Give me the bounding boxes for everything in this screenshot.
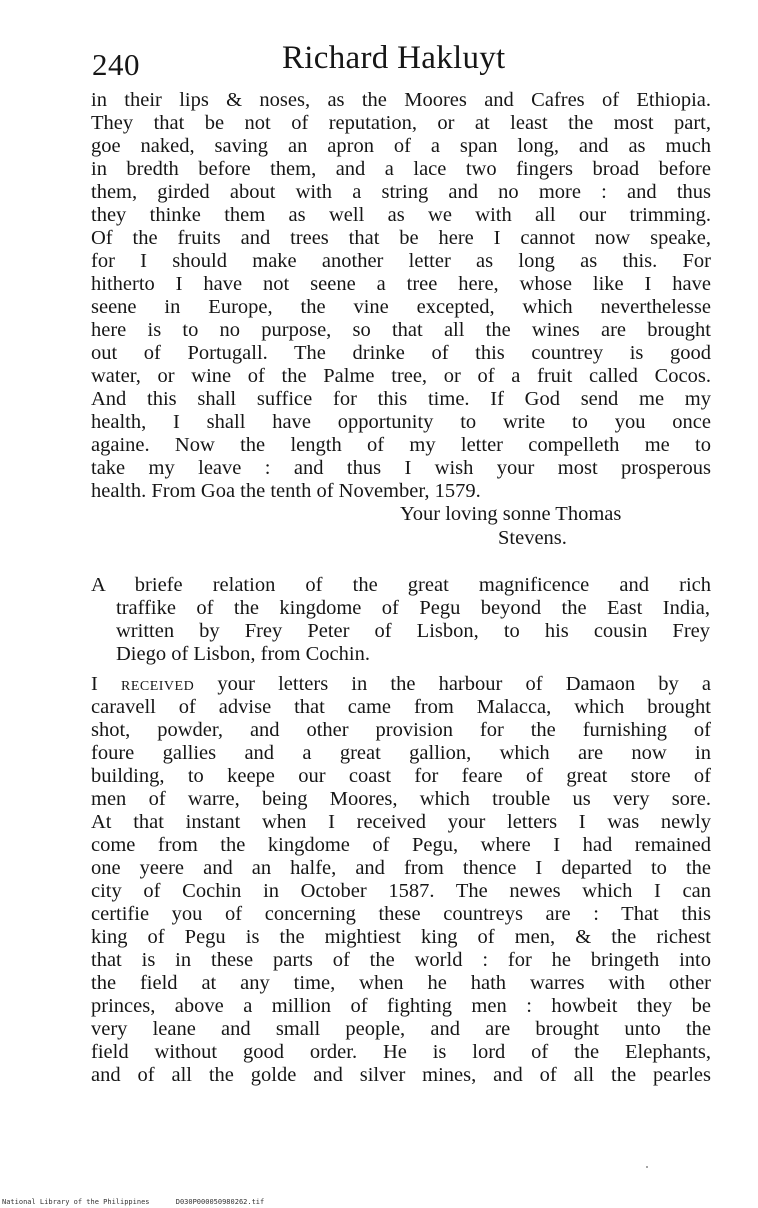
relation-line: king of Pegu is the mightiest king of men, & the richest [91,926,711,948]
letter-line: seene in Europe, the vine excepted, which neverthelesse [91,296,711,318]
relation-line: men of warre, being Moores, which trouble us very sore. [91,788,711,810]
relation-line: certifie you of concerning these countreys are : That this [91,903,711,925]
letter-line: And this shall suffice for this time. If God send me my [91,388,711,410]
letter-line: here is to no purpose, so that all the wines are brought [91,319,711,341]
section-heading-line: A briefe relation of the great magnificence and rich [91,574,711,596]
relation-line: field without good order. He is lord of the Elephants, [91,1041,711,1063]
letter-line: in their lips & noses, as the Moores and Cafres of Ethiopia. [91,89,711,111]
letter-line: goe naked, saving an apron of a span long, and as much [91,135,711,157]
letter-line: take my leave : and thus I wish your most prosperous [91,457,711,479]
scan-footer [2,1198,286,1206]
relation-line: building, to keepe our coast for feare of great store of [91,765,711,787]
smallcaps-word: received [120,673,195,695]
signature-closing: Your loving sonne Thomas [400,503,622,525]
file-id: D030P000050980262.tif [175,1198,265,1206]
relation-line: At that instant when I received your letters I was newly [91,811,711,833]
section-heading-line: Diego of Lisbon, from Cochin. [116,643,370,665]
relation-line: and of all the golde and silver mines, and of all the pearles [91,1064,711,1086]
letter-line: out of Portugall. The drinke of this countrey is good [91,342,711,364]
letter-line: water, or wine of the Palme tree, or of a fruit called Cocos. [91,365,711,387]
letter-line: Of the fruits and trees that be here I cannot now speake, [91,227,711,249]
letter-line: health. From Goa the tenth of November, 1579. [91,480,481,502]
letter-line: againe. Now the length of my letter compelleth me to [91,434,711,456]
scan-speck [646,1166,648,1168]
relation-line: that is in these parts of the world : for he bringeth into [91,949,711,971]
first-line-text: your letters in the harbour of Damaon by a [217,673,712,695]
letter-line: them, girded about with a string and no more : and thus [91,181,711,203]
relation-line: come from the kingdome of Pegu, where I had remained [91,834,711,856]
library-label: National Library of the Philippines [2,1198,150,1206]
page-number: 240 [92,47,140,82]
relation-line: caravell of advise that came from Malacca, which brought [91,696,711,718]
signature-name: Stevens. [498,527,567,549]
letter-line: for I should make another letter as long as this. For [91,250,711,272]
page-title: Richard Hakluyt [282,40,506,76]
section-heading-line: traffike of the kingdome of Pegu beyond the East India, [116,597,710,619]
letter-line: health, I shall have opportunity to write to you once [91,411,711,433]
letter-line: they thinke them as well as we with all our trimming. [91,204,711,226]
letter-line: hitherto I have not seene a tree here, whose like I have [91,273,711,295]
section-heading-line: written by Frey Peter of Lisbon, to his cousin Frey [116,620,710,642]
relation-line: the field at any time, when he hath warres with other [91,972,711,994]
letter-line: in bredth before them, and a lace two fingers broad before [91,158,711,180]
relation-line: city of Cochin in October 1587. The newes which I can [91,880,711,902]
initial-letter: I [91,673,98,695]
running-head [90,40,710,84]
relation-first-line [91,672,711,696]
relation-line: one yeere and an halfe, and from thence I departed to the [91,857,711,879]
letter-line: They that be not of reputation, or at least the most part, [91,112,711,134]
relation-line: princes, above a million of fighting men : howbeit they be [91,995,711,1017]
relation-line: shot, powder, and other provision for the furnishing of [91,719,711,741]
relation-line: foure gallies and a great gallion, which are now in [91,742,711,764]
relation-line: very leane and small people, and are brought unto the [91,1018,711,1040]
